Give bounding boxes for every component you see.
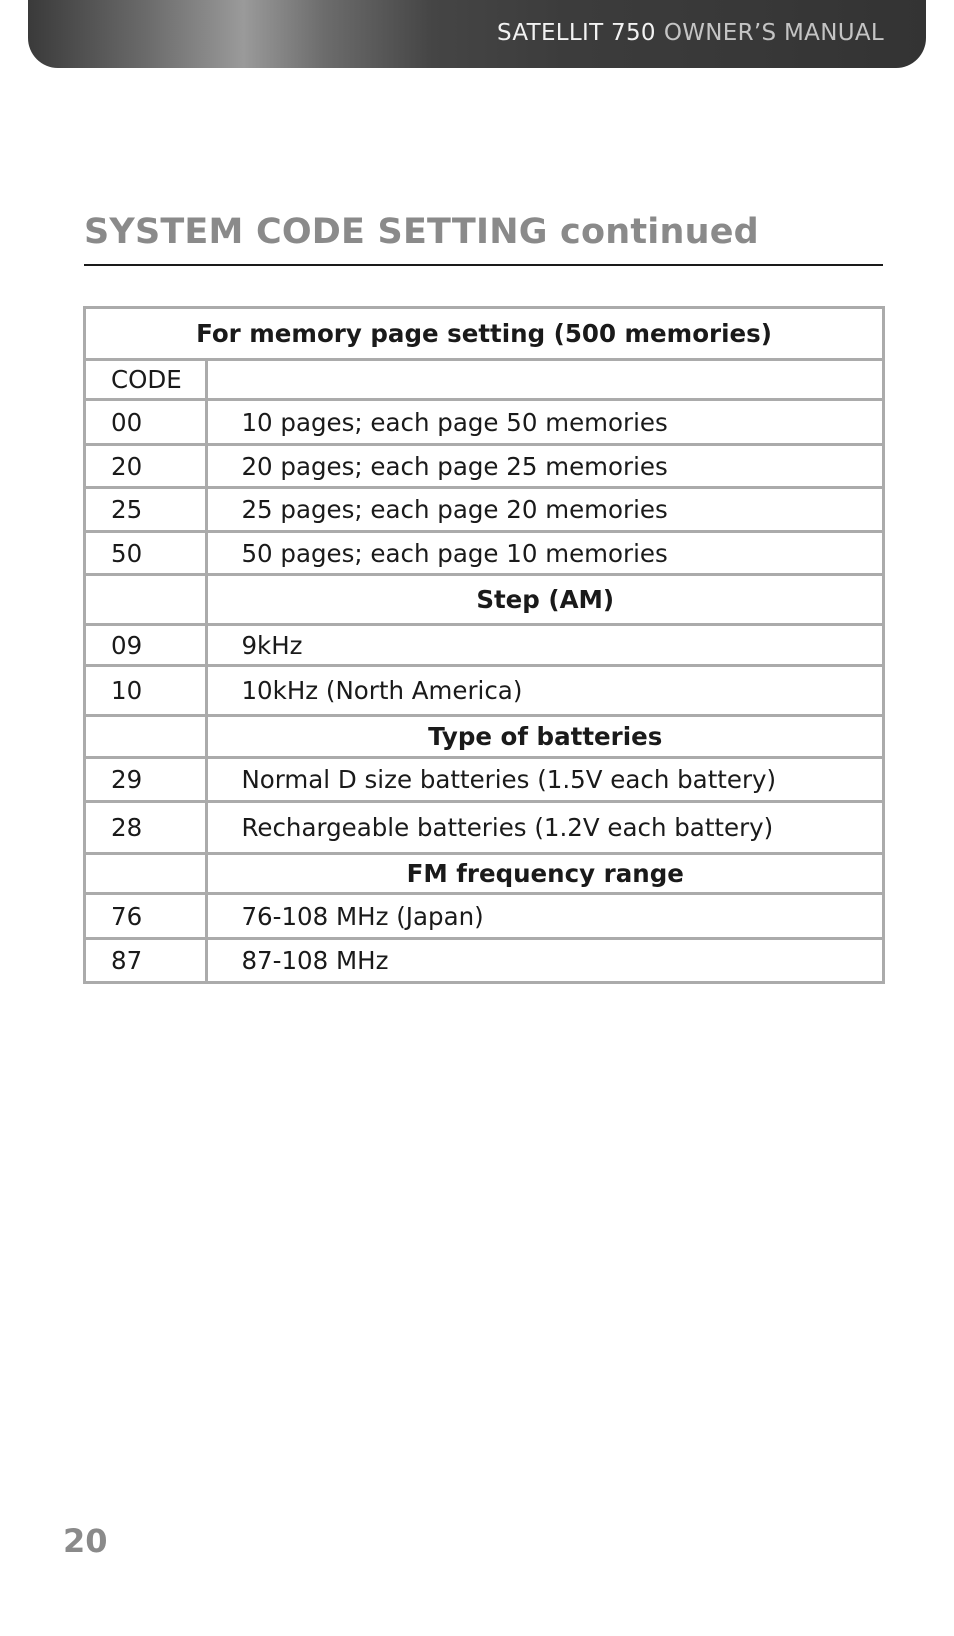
desc-cell: 50 pages; each page 10 memories: [207, 532, 884, 575]
desc-cell: Rechargeable batteries (1.2V each battery): [207, 802, 884, 854]
system-code-table: [83, 306, 885, 984]
table-caption: For memory page setting (500 memories): [85, 308, 884, 360]
empty-code-cell: [85, 575, 207, 625]
page-number: 20: [63, 1522, 108, 1560]
desc-cell: 10 pages; each page 50 memories: [207, 400, 884, 445]
desc-cell: 76-108 MHz (Japan): [207, 894, 884, 939]
table-row: [85, 758, 884, 802]
desc-cell: 9kHz: [207, 625, 884, 666]
code-cell: 20: [85, 445, 207, 488]
code-cell: 28: [85, 802, 207, 854]
desc-cell: 10kHz (North America): [207, 666, 884, 716]
header-manual: OWNER’S MANUAL: [663, 20, 884, 46]
table-header-row: [85, 360, 884, 400]
fm-header: FM frequency range: [207, 854, 884, 894]
table-row: [85, 894, 884, 939]
desc-column-header: [207, 360, 884, 400]
code-column-header: CODE: [85, 360, 207, 400]
code-cell: 76: [85, 894, 207, 939]
header-model: SATELLIT 750: [497, 20, 656, 46]
code-cell: 25: [85, 488, 207, 532]
table-row: [85, 939, 884, 983]
desc-cell: 87-108 MHz: [207, 939, 884, 983]
empty-code-cell: [85, 716, 207, 758]
table-row: [85, 445, 884, 488]
empty-code-cell: [85, 854, 207, 894]
code-cell: 10: [85, 666, 207, 716]
desc-cell: 25 pages; each page 20 memories: [207, 488, 884, 532]
step-header: Step (AM): [207, 575, 884, 625]
section-header-row: [85, 854, 884, 894]
code-cell: 87: [85, 939, 207, 983]
table-row: [85, 400, 884, 445]
section-header-row: [85, 575, 884, 625]
page-title: SYSTEM CODE SETTING continued: [84, 212, 759, 252]
code-cell: 00: [85, 400, 207, 445]
header-bar: [28, 0, 926, 68]
section-header-row: [85, 716, 884, 758]
battery-header: Type of batteries: [207, 716, 884, 758]
table-row: [85, 488, 884, 532]
table-caption-row: [85, 308, 884, 360]
code-cell: 50: [85, 532, 207, 575]
running-header: [497, 20, 884, 46]
table-row: [85, 802, 884, 854]
table-row: [85, 532, 884, 575]
table-row: [85, 625, 884, 666]
desc-cell: 20 pages; each page 25 memories: [207, 445, 884, 488]
code-cell: 09: [85, 625, 207, 666]
desc-cell: Normal D size batteries (1.5V each battery): [207, 758, 884, 802]
code-cell: 29: [85, 758, 207, 802]
table-row: [85, 666, 884, 716]
title-rule: [84, 264, 883, 266]
